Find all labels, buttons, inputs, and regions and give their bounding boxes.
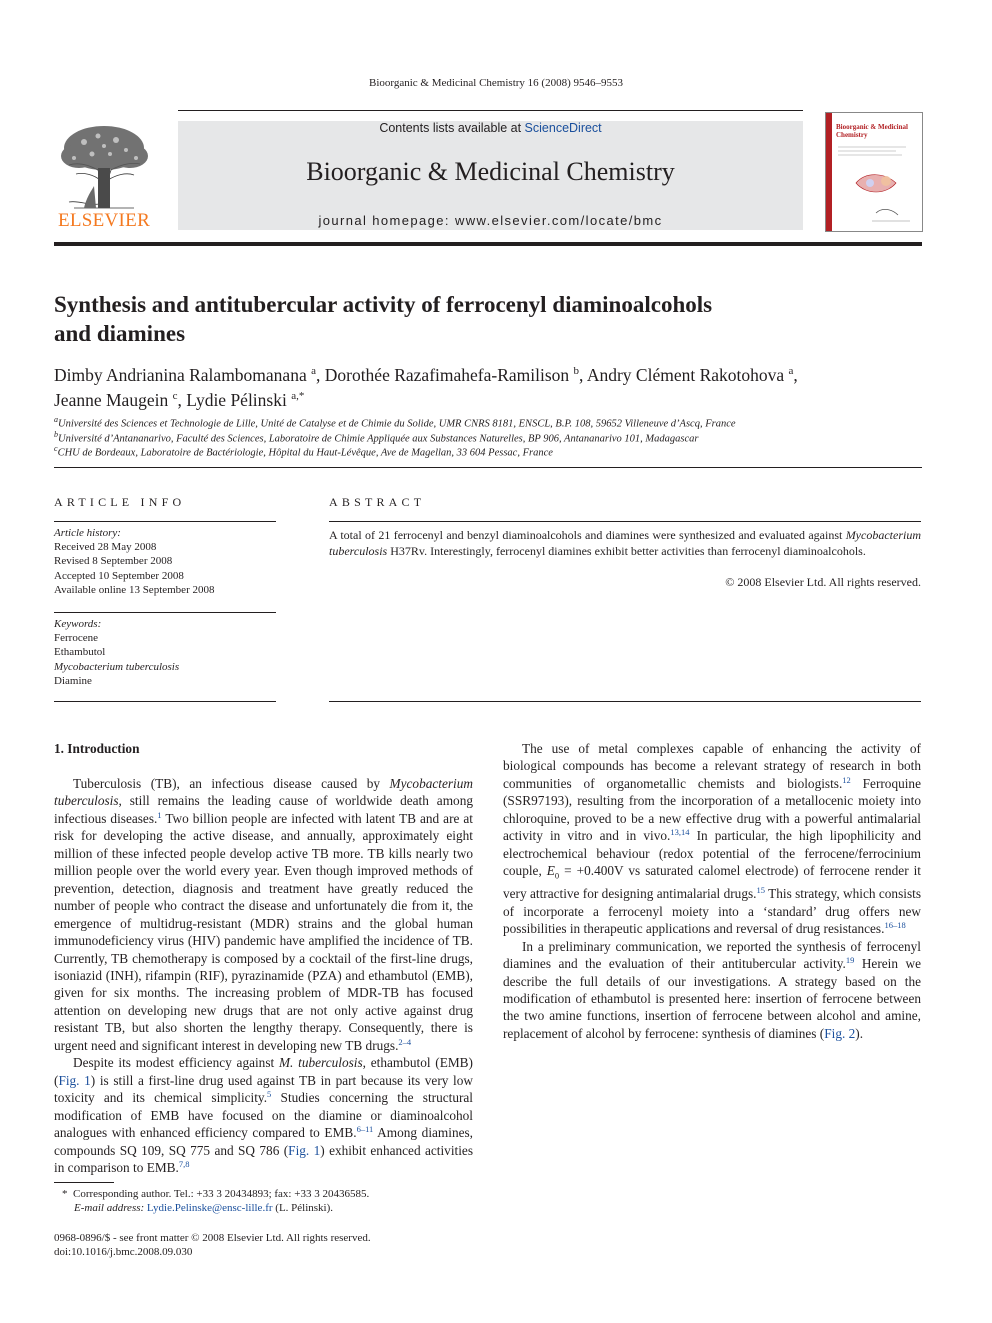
intro-paragraph-1: Tuberculosis (TB), an infectious disease caused by Mycobacterium tuberculosis, still remains the leading cause of worldwide death among infectious diseases.$^1$ Two billion people are infected with latent TB and are at risk for developing the active disease, and annually, approximately eight million of these infected people develop active TB more. TB kills nearly two million people over the world every year. Even though improved methods of prevention, detection, diagnosis and treatment have greatly reduced the number of people who contract the disease and unfortunately die from it, the emergence of multidrug-resistant (MDR) strains and the global human immunodeficiency virus (HIV) pandemic have amplified the incidence of TB. Currently, TB chemotherapy is composed by a cocktail of the first-line drugs, isoniazid (INH), rifampin (RIF), pyrazinamide (PZA) and ethambutol (EMB), given for six months. The increasing problem of MDR-TB has focused attention on developing new drugs that are not only active against drug resistant TB, but also shorten the lengthy therapy. Consequently, there is urgent need and significant interest in developing new TB drugs.$^{2-4}$ bbox=[54, 776, 473, 1053]
journal-citation: Bioorganic & Medicinal Chemistry 16 (2008) 9546–9553 bbox=[369, 77, 623, 89]
article-history bbox=[54, 526, 276, 597]
abstract-heading: ABSTRACT bbox=[329, 495, 426, 509]
keyword-item: Mycobacterium tuberculosis bbox=[54, 660, 180, 673]
body-column-right bbox=[503, 740, 921, 1042]
header-thick-rule bbox=[54, 242, 922, 246]
doi-line[interactable]: doi:10.1016/j.bmc.2008.09.030 bbox=[54, 1246, 193, 1258]
sciencedirect-link[interactable]: ScienceDirect bbox=[524, 121, 602, 135]
author-email-link[interactable]: Lydie.Pelinske@ensc-lille.fr bbox=[146, 1202, 273, 1214]
author-affil-mark: b bbox=[573, 365, 580, 377]
abstract-bottom-rule bbox=[329, 701, 921, 702]
history-label: Article history: bbox=[54, 527, 121, 539]
author-affil-mark: a,* bbox=[291, 389, 305, 402]
author-name[interactable]: Lydie Pélinski bbox=[186, 389, 287, 410]
reference-link[interactable]: 19 bbox=[845, 955, 855, 966]
keywords bbox=[54, 617, 276, 688]
abstract-rule bbox=[329, 521, 921, 522]
reference-link[interactable]: 16–18 bbox=[884, 920, 906, 931]
affiliations-rule bbox=[54, 467, 922, 468]
reference-link[interactable]: 2–4 bbox=[398, 1036, 412, 1047]
article-title-line-2: and diamines bbox=[54, 321, 186, 346]
author-affil-mark: a bbox=[788, 365, 794, 377]
history-revised: Revised 8 September 2008 bbox=[54, 555, 173, 568]
elsevier-wordmark: ELSEVIER bbox=[57, 210, 151, 231]
elsevier-tree-logo bbox=[54, 120, 154, 212]
contents-availability bbox=[178, 121, 803, 135]
journal-cover-thumbnail bbox=[825, 112, 923, 232]
reference-link[interactable]: 7,8 bbox=[178, 1158, 190, 1169]
intro-paragraph-4: In a preliminary communication, we reported the synthesis of ferrocenyl diamines and the evaluation of their antitubercular activity.$^{19}$ Herein we describe the full details of our investigations. A strategy based on the modification of ethambutol is presented here: insertion of ferrocene between the two amine functions, insertion of ferrocene between alcohol and amine, replacement of alcohol by ferrocene: synthesis of diamines (Fig. 2). bbox=[503, 938, 921, 1041]
section-heading-introduction: 1. Introduction bbox=[54, 741, 140, 756]
history-accepted: Accepted 10 September 2008 bbox=[54, 569, 184, 582]
reference-link[interactable]: 5 bbox=[267, 1089, 272, 1100]
front-matter-info bbox=[54, 1231, 484, 1259]
abstract-copyright: © 2008 Elsevier Ltd. All rights reserved. bbox=[725, 575, 921, 589]
figure-link[interactable]: Fig. 1 bbox=[58, 1072, 91, 1088]
affiliation-c: $^c$CHU de Bordeaux, Laboratoire de Bactériologie, Hôpital du Haut-Lévêque, Ave de Magellan, 33 604 Pessac, France bbox=[54, 444, 553, 459]
cover-title: Bioorganic & Medicinal Chemistry bbox=[836, 123, 908, 139]
author-name[interactable]: Dimby Andrianina Ralambomanana bbox=[54, 364, 307, 385]
history-received: Received 28 May 2008 bbox=[54, 541, 157, 554]
author-line-2: Jeanne Maugein $^c$, Lydie Pélinski $^{a,*}$ bbox=[54, 389, 305, 410]
history-online: Available online 13 September 2008 bbox=[54, 583, 215, 596]
affiliation-a: $^a$Université des Sciences et Technologie de Lille, Unité de Catalyse et de Chimie du Solide, UMR CNRS 8181, ENSCL, B.P. 108, 59652 Villeneuve d’Ascq, France bbox=[54, 415, 736, 430]
keywords-rule bbox=[54, 612, 276, 613]
abstract-text: A total of 21 ferrocenyl and benzyl diaminoalcohols and diamines were synthesized and evaluated against Mycobacterium tuberculosis H37Rv. Interestingly, ferrocenyl diamines exhibit better activities than ferrocenyl diaminoalcohols. bbox=[329, 528, 921, 558]
issn-line: 0968-0896/$ - see front matter © 2008 Elsevier Ltd. All rights reserved. bbox=[54, 1232, 371, 1244]
corresponding-author-footnote: * Corresponding author. Tel.: +33 3 20434893; fax: +33 3 20436585. E-mail address: Lydie.Pelinske@ensc-lille.fr (L. Pélinski). bbox=[62, 1188, 370, 1214]
author-affil-mark: a bbox=[311, 365, 316, 377]
article-title-line-1: Synthesis and antitubercular activity of ferrocenyl diaminoalcohols bbox=[54, 292, 713, 317]
journal-title: Bioorganic & Medicinal Chemistry bbox=[306, 157, 675, 186]
reference-link[interactable]: 6–11 bbox=[356, 1124, 374, 1135]
figure-link[interactable]: Fig. 2 bbox=[824, 1025, 856, 1041]
keyword-item: Ethambutol bbox=[54, 646, 106, 659]
figure-link[interactable]: Fig. 1 bbox=[288, 1142, 321, 1158]
author-name[interactable]: Jeanne Maugein bbox=[54, 389, 169, 410]
reference-link[interactable]: 15 bbox=[756, 885, 765, 896]
author-affil-mark: c bbox=[172, 389, 178, 402]
keyword-item: Ferrocene bbox=[54, 632, 98, 645]
article-info-heading: ARTICLE INFO bbox=[54, 495, 186, 509]
contents-prefix: Contents lists available at bbox=[379, 121, 525, 135]
reference-link[interactable]: 13,14 bbox=[670, 827, 690, 838]
footnote-rule bbox=[54, 1182, 114, 1183]
keywords-label: Keywords: bbox=[54, 618, 102, 630]
article-title bbox=[54, 290, 914, 348]
info-bottom-rule bbox=[54, 701, 276, 702]
homepage-url[interactable]: www.elsevier.com/locate/bmc bbox=[454, 213, 663, 228]
intro-paragraph-2-start: Despite its modest efficiency against M. tuberculosis, ethambutol (EMB) (Fig. 1) is still a first-line drug used against TB in part because its very low toxicity and its chemical simplicity.$^5$ Studies concerning the structural modification of EMB have focused on the diamine or diaminoalcohol analogues with enhanced efficiency compared to EMB.$^{6-11}$ Among diamines, compounds SQ 109, SQ 775 and SQ 786 (Fig. 1) exhibit enhanced activities in comparison to EMB.$^{7,8}$ bbox=[54, 1055, 474, 1175]
author-name[interactable]: Andry Clément Rakotohova bbox=[586, 364, 785, 385]
reference-link[interactable]: 1 bbox=[157, 809, 162, 820]
affiliation-b: $^b$Université d’Antananarivo, Faculté des Sciences, Laboratoire de Chimie Appliquée aux Substances Naturelles, BP 906, Antananarivo 101, Madagascar bbox=[54, 430, 699, 445]
intro-paragraph-3: The use of metal complexes capable of enhancing the activity of biological compounds has become a relevant strategy of research in both communities of organometallic chemists and biologists.$^{12}$ Ferroquine (SSR97193), resulting from the incorporation of a metallocenic moiety into chloroquine, proved to be a new effective drug with a powerful antimalarial activity in vitro and in vivo.$^{13,14}$ In particular, the high lipophilicity and electrochemical behaviour (redox potential of the ferrocene/ferrocinium couple, $E_0 = +0.400V$ vs saturated calomel electrode) of ferrocene render it very attractive for designing antimalarial drugs.$^{15}$ This strategy, which consists of incorporate a ferrocenyl moiety into a ‘standard’ drug offers new possibilities in therapeutic applications and reversal of drug resistances.$^{16-18}$ bbox=[503, 741, 921, 937]
article-info-rule bbox=[54, 521, 276, 522]
journal-homepage bbox=[178, 213, 803, 228]
homepage-prefix: journal homepage: bbox=[318, 213, 455, 228]
body-column-left bbox=[54, 775, 473, 1176]
author-name[interactable]: Dorothée Razafimahefa-Ramilison bbox=[324, 364, 570, 385]
author-list bbox=[54, 361, 934, 411]
header-top-rule bbox=[178, 110, 803, 111]
reference-link[interactable]: 12 bbox=[842, 774, 851, 785]
keyword-item: Diamine bbox=[54, 674, 92, 687]
author-line-1: Dimby Andrianina Ralambomanana $^a$, Dorothée Razafimahefa-Ramilison $^b$, Andry Clément Rakotohova $^a$, bbox=[54, 364, 798, 385]
